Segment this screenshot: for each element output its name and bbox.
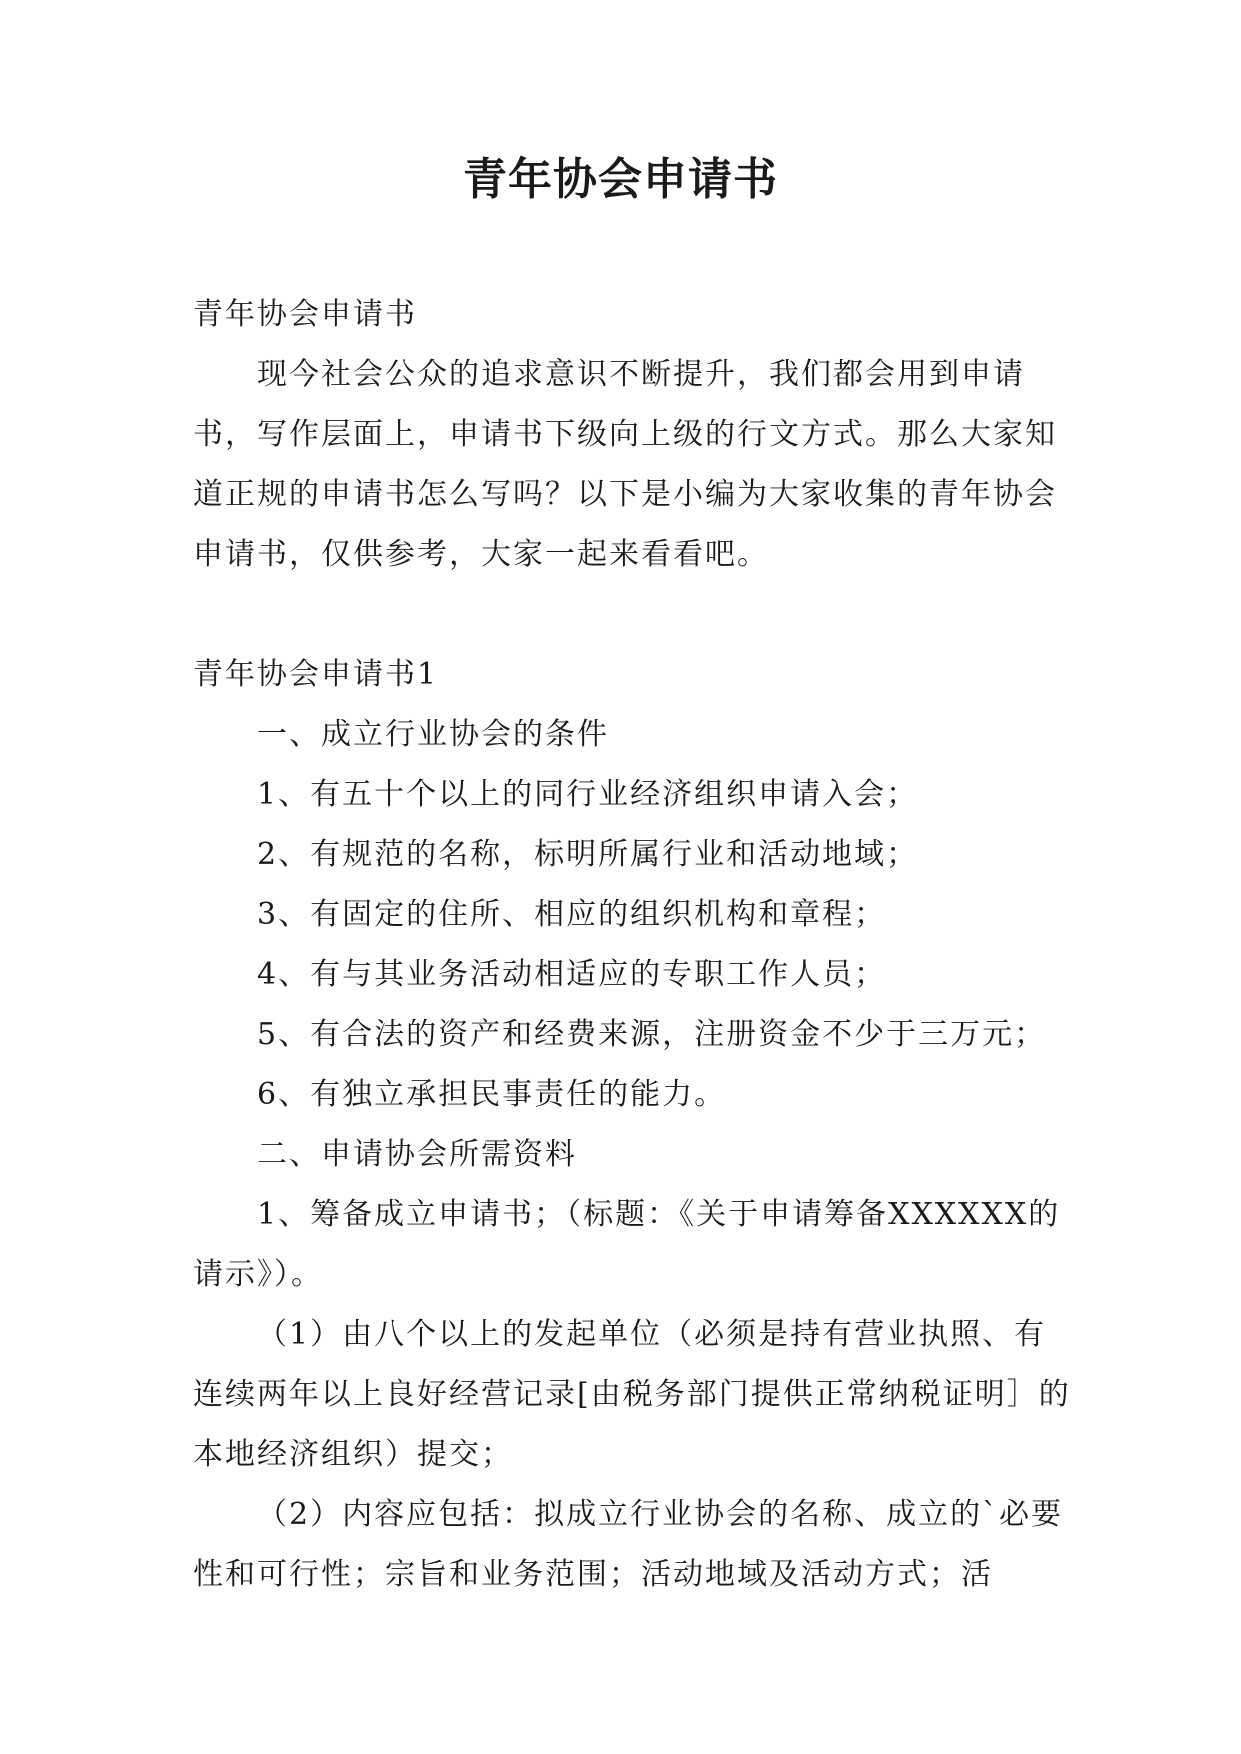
document-title: 青年协会申请书 [463, 154, 778, 205]
condition-item: 5、有合法的资产和经费来源，注册资金不少于三万元； [257, 1017, 1047, 1052]
document-subtitle: 青年协会申请书 [193, 297, 417, 332]
material-subitem: （2）内容应包括：拟成立行业协会的名称、成立的`必要性和可行性；宗旨和业务范围；活动地域及活动方式；活 [193, 1497, 1064, 1592]
condition-item: 3、有固定的住所、相应的组织机构和章程； [257, 897, 887, 932]
section-heading: 青年协会申请书1 [193, 657, 439, 692]
document-body [193, 285, 1073, 1605]
material-subitem: （1）由八个以上的发起单位（必须是持有营业执照、有连续两年以上良好经营记录[由税务部门提供正常纳税证明］的本地经济组织）提交； [193, 1317, 1071, 1472]
material-item: 1、筹备成立申请书；（标题：《关于申请筹备XXXXXX的请示》）。 [193, 1197, 1061, 1292]
condition-item: 1、有五十个以上的同行业经济组织申请入会； [257, 777, 919, 812]
condition-item: 6、有独立承担民事责任的能力。 [257, 1077, 727, 1112]
condition-item: 2、有规范的名称，标明所属行业和活动地域； [257, 837, 919, 872]
condition-item: 4、有与其业务活动相适应的专职工作人员； [257, 957, 887, 992]
paragraph-spacer [193, 585, 1073, 645]
materials-heading: 二、申请协会所需资料 [257, 1137, 577, 1172]
intro-paragraph: 现今社会公众的追求意识不断提升，我们都会用到申请书，写作层面上，申请书下级向上级的行文方式。那么大家知道正规的申请书怎么写吗？以下是小编为大家收集的青年协会申请书，仅供参考，大家一起来看看吧。 [193, 357, 1057, 572]
conditions-heading: 一、成立行业协会的条件 [257, 717, 609, 752]
